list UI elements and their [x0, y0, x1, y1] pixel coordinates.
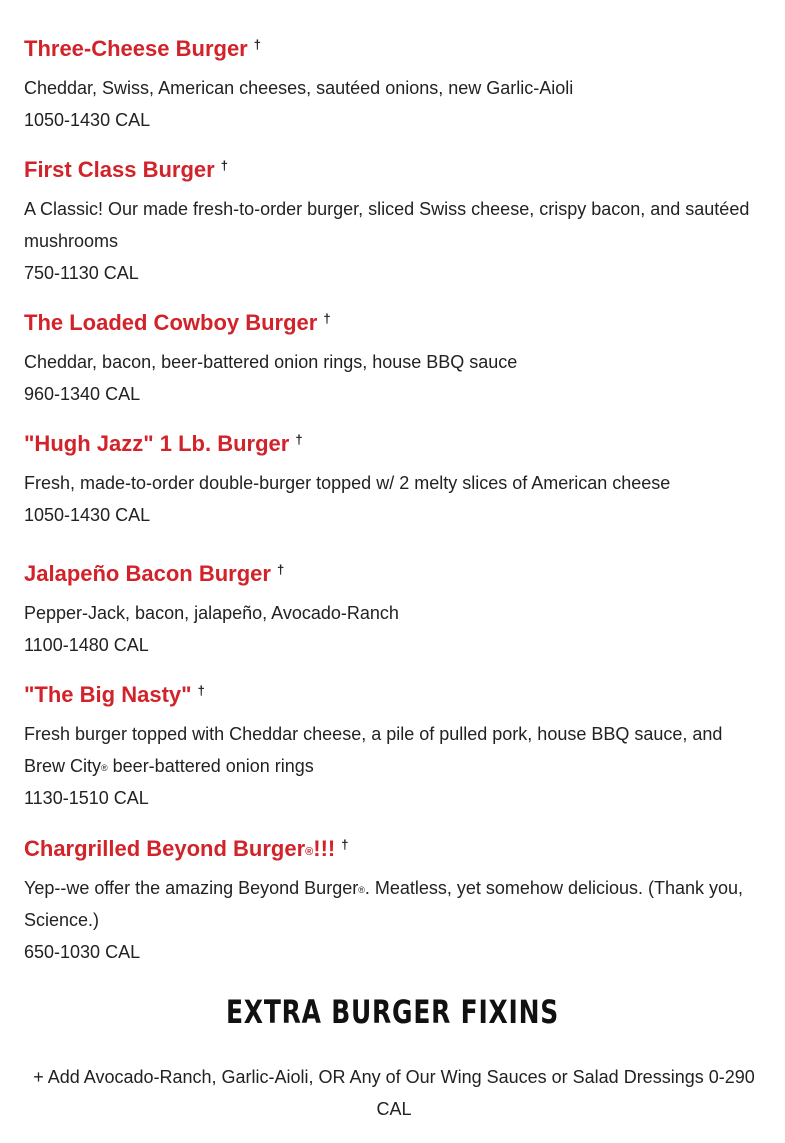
item-title — [24, 835, 764, 863]
dagger-mark: † — [341, 837, 349, 852]
item-name: Jalapeño Bacon Burger — [24, 561, 271, 586]
item-calories: 650-1030 CAL — [24, 942, 141, 962]
item-name: Three-Cheese Burger — [24, 36, 248, 61]
item-title — [24, 309, 764, 337]
item-name: Chargrilled Beyond Burger — [24, 836, 306, 861]
extra-fixins-text: + Add Avocado-Ranch, Garlic-Aioli, OR Any of Our Wing Sauces or Salad Dressings 0-290 CAL — [33, 1067, 755, 1119]
menu-item-beyond-burger — [24, 835, 764, 968]
item-title — [24, 35, 764, 63]
dagger-mark: † — [253, 37, 261, 52]
menu-item-first-class-burger — [24, 156, 764, 289]
menu-item-hugh-jazz-burger — [24, 430, 764, 531]
item-description: Pepper-Jack, bacon, jalapeño, Avocado-Ranch — [24, 603, 399, 623]
registered-mark: ® — [101, 763, 108, 773]
item-name: "The Big Nasty" — [24, 682, 192, 707]
registered-mark: ® — [305, 846, 314, 858]
item-description: A Classic! Our made fresh-to-order burger, sliced Swiss cheese, crispy bacon, and sautéed mushrooms — [24, 199, 750, 251]
item-calories: 960-1340 CAL — [24, 384, 141, 404]
item-name-suffix: !!! — [313, 836, 336, 861]
menu-item-big-nasty — [24, 681, 764, 814]
registered-mark: ® — [358, 885, 365, 895]
item-description — [24, 718, 764, 782]
item-title — [24, 681, 764, 709]
item-calories: 1050-1430 CAL — [24, 110, 151, 130]
description-text: Fresh burger topped with Cheddar cheese, a pile of pulled pork, house BBQ sauce, and Brew City — [24, 724, 723, 776]
item-description — [24, 872, 764, 936]
menu-item-three-cheese-burger — [24, 35, 764, 136]
item-title — [24, 430, 764, 458]
dagger-mark: † — [323, 311, 331, 326]
dagger-mark: † — [220, 158, 228, 173]
item-calories: 1050-1430 CAL — [24, 505, 151, 525]
item-calories: 1130-1510 CAL — [24, 788, 149, 808]
item-calories: 750-1130 CAL — [24, 263, 139, 283]
dagger-mark: † — [295, 432, 303, 447]
description-text: . Meatless, yet somehow delicious. (Thank you, Science.) — [24, 878, 744, 930]
item-description: Cheddar, Swiss, American cheeses, sautéed onions, new Garlic-Aioli — [24, 78, 574, 98]
item-name: First Class Burger — [24, 157, 215, 182]
item-description: Cheddar, bacon, beer-battered onion rings, house BBQ sauce — [24, 352, 518, 372]
menu-item-loaded-cowboy-burger — [24, 309, 764, 410]
description-text: Yep--we offer the amazing Beyond Burger — [24, 878, 359, 898]
item-name: "Hugh Jazz" 1 Lb. Burger — [24, 431, 290, 456]
item-title — [24, 560, 764, 588]
item-name: The Loaded Cowboy Burger — [24, 310, 318, 335]
item-title — [24, 156, 764, 184]
dagger-mark: † — [197, 683, 205, 698]
item-calories: 1100-1480 CAL — [24, 635, 149, 655]
extra-fixins-heading: EXTRA BURGER FIXINS — [225, 993, 560, 1031]
description-text: beer-battered onion rings — [107, 756, 314, 776]
dagger-mark: † — [276, 562, 285, 577]
item-description: Fresh, made-to-order double-burger topped w/ 2 melty slices of American cheese — [24, 473, 671, 493]
menu-item-jalapeno-bacon-burger — [24, 560, 764, 661]
